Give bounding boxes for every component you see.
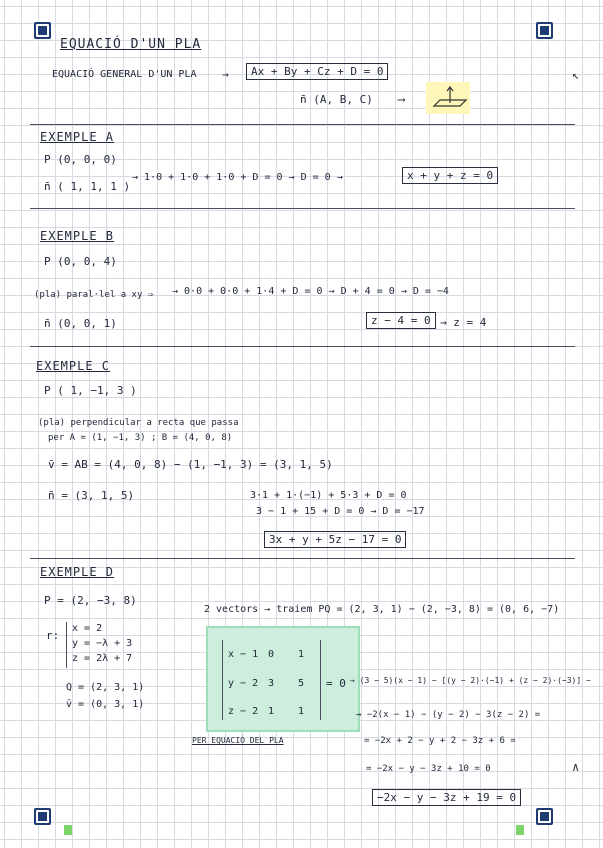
example-d-result: −2x − y − 3z + 19 = 0	[372, 789, 521, 806]
example-c-calc-1: 3·1 + 1·(−1) + 5·3 + D = 0	[250, 490, 407, 501]
example-c-note-1: (pla) perpendicular a recta que passa	[38, 418, 239, 428]
expansion-line-1: → (3 − 5)(x − 1) − [(y − 2)·(−1) + (z − 2)·(−3)] −	[350, 676, 591, 685]
general-arrow-2: ⟶	[398, 93, 405, 106]
page-title: EQUACIÓ D'UN PLA	[60, 37, 202, 52]
example-c-note-2: per A = (1, −1, 3) ; B = (4, 0, 8)	[48, 433, 233, 443]
example-a-heading: EXEMPLE A	[40, 130, 115, 144]
matrix-cell-3-2: 1	[268, 706, 275, 717]
example-b-derivation: → 0·0 + 0·0 + 1·4 + D = 0 → D + 4 = 0 → D = −4	[172, 286, 449, 297]
example-b-result: z − 4 = 0	[366, 312, 436, 329]
matrix-cell-3-1: z − 2	[228, 706, 259, 717]
margin-mark-2: ∧	[572, 760, 580, 774]
example-b-normal: n̄ (0, 0, 1)	[44, 317, 117, 330]
example-a-point: P (0, 0, 0)	[44, 153, 117, 166]
general-arrow: →	[222, 68, 229, 81]
divider-1	[30, 124, 575, 125]
example-c-heading: EXEMPLE C	[36, 359, 111, 373]
matrix-cell-1-2: 0	[268, 649, 275, 660]
determinant-caption: PER EQUACIÓ DEL PLA	[192, 736, 284, 745]
expansion-line-4: = −2x − y − 3z + 10 = 0	[366, 764, 491, 774]
example-d-system-2: y = −λ + 3	[72, 638, 133, 649]
example-d-vector-2: v̄ = (0, 3, 1)	[66, 699, 145, 710]
determinant-equals-zero: = 0	[326, 677, 346, 690]
matrix-cell-1-3: 1	[298, 649, 305, 660]
expansion-line-3: = −2x + 2 − y + 2 − 3z + 6 =	[364, 736, 516, 746]
example-d-trick: 2 vectors → traiem PQ = (2, 3, 1) − (2, −3, 8) = (0, 6, −7)	[204, 604, 560, 615]
corner-marker-bottom-right	[536, 808, 553, 825]
example-d-heading: EXEMPLE D	[40, 565, 115, 579]
example-d-system-3: z = 2λ + 7	[72, 653, 133, 664]
determinant-left-bar	[222, 640, 223, 720]
matrix-cell-3-3: 1	[298, 706, 305, 717]
example-a-result: x + y + z = 0	[402, 167, 498, 184]
green-tick-right	[516, 825, 524, 835]
example-d-system-1: x = 2	[72, 623, 103, 634]
corner-marker-top-left	[34, 22, 51, 39]
example-a-derivation: → 1·0 + 1·0 + 1·0 + D = 0 → D = 0 →	[132, 172, 343, 183]
example-d-r-label: r:	[46, 629, 60, 642]
matrix-cell-2-3: 5	[298, 678, 305, 689]
matrix-cell-1-1: x − 1	[228, 649, 259, 660]
example-c-normal: n̄ = (3, 1, 5)	[48, 489, 135, 502]
margin-mark-1: ↖	[572, 68, 580, 82]
example-b-note: (pla) paral·lel a xy ⇒	[34, 290, 154, 300]
example-c-point: P ( 1, −1, 3 )	[44, 384, 137, 397]
system-brace	[66, 622, 67, 668]
example-c-calc-2: 3 − 1 + 15 + D = 0 → D = −17	[256, 506, 425, 517]
example-b-heading: EXEMPLE B	[40, 229, 115, 243]
example-b-point: P (0, 0, 4)	[44, 255, 117, 268]
example-b-result-2: → z = 4	[440, 316, 487, 329]
general-label: EQUACIÓ GENERAL D'UN PLA	[52, 69, 197, 80]
expansion-line-2: → −2(x − 1) − (y − 2) − 3(z − 2) =	[356, 710, 541, 720]
general-normal: n̄ (A, B, C)	[300, 93, 373, 106]
example-c-result: 3x + y + 5z − 17 = 0	[264, 531, 406, 548]
divider-2	[30, 208, 575, 209]
matrix-cell-2-2: 3	[268, 678, 275, 689]
plane-normal-sketch	[430, 84, 470, 112]
example-a-normal: n̄ ( 1, 1, 1 )	[44, 180, 131, 193]
general-equation: Ax + By + Cz + D = 0	[246, 63, 388, 80]
divider-3	[30, 346, 575, 347]
example-d-point: P = (2, −3, 8)	[44, 594, 137, 607]
example-d-point-2: Q = (2, 3, 1)	[66, 682, 145, 693]
green-tick-left	[64, 825, 72, 835]
matrix-cell-2-1: y − 2	[228, 678, 259, 689]
corner-marker-top-right	[536, 22, 553, 39]
corner-marker-bottom-left	[34, 808, 51, 825]
determinant-right-bar	[320, 640, 321, 720]
divider-4	[30, 558, 575, 559]
example-c-vector: v̄ = AB = (4, 0, 8) − (1, −1, 3) = (3, 1, 5)	[48, 458, 333, 471]
